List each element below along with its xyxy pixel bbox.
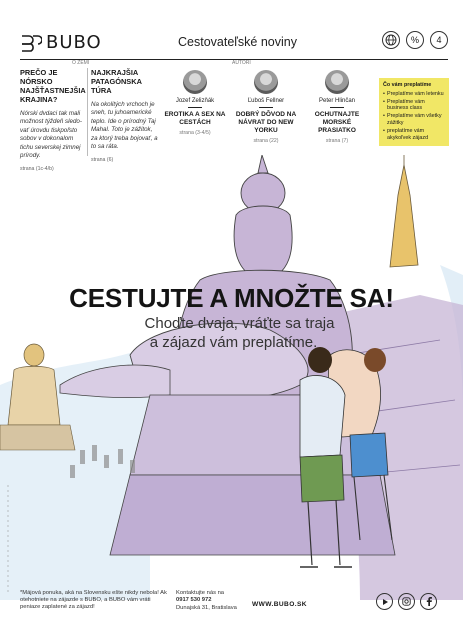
facebook-icon[interactable]: [420, 593, 437, 610]
footer-contact: [176, 590, 237, 612]
bubo-logo-icon: [20, 34, 42, 52]
contact-label: Kontaktujte nás na: [176, 590, 225, 596]
teaser-page: strana (1c-4/b): [20, 166, 54, 173]
author-article-title: OCHUTNAJTE MORSKÉ PRASIATKO: [314, 111, 360, 134]
teaser-body: Nórski dvdaci tak mali možnost týždeň sledo-vať úrovdu tiskpoľsto sobov v dokonalom tichu severskej zimnej prírody.: [20, 110, 82, 160]
promo-box[interactable]: [379, 78, 449, 146]
promo-item: • Preplatíme vám letenku: [383, 91, 445, 98]
author-page: strana (3-4/5): [179, 130, 211, 136]
teaser-article[interactable]: [91, 68, 159, 165]
footer-disclaimer: *Májová ponuka, aká na Slovensku ešte nikdy nebola! Ak otehotniete na zájazde s BUBO, a BUBO vám vráti peniaze zaplatené za zájazd!: [20, 590, 167, 611]
hero-headline: CESTUJTE A MNOŽTE SA!: [69, 283, 394, 313]
globe-icon[interactable]: [382, 31, 400, 49]
teaser-page: strana (6): [91, 157, 114, 164]
bubo-logo[interactable]: [20, 32, 102, 53]
author-page: strana (22): [253, 138, 279, 144]
author-teaser[interactable]: [163, 70, 227, 136]
author-divider: [330, 107, 344, 108]
teaser-title: NAJKRAJŠIA PATAGÓNSKA TÚRA: [91, 68, 142, 95]
website-link[interactable]: WWW.BUBO.SK: [252, 601, 307, 608]
teaser-title: PREČO JE NÓRSKO NAJŠŤASTNEJŠIA KRAJINA?: [20, 68, 86, 104]
promo-item: • Preplatíme vám všetky zážitky: [383, 113, 445, 127]
author-avatar: [254, 70, 278, 94]
hero-subline: Choďte dvaja, vráťte sa traja: [144, 315, 335, 332]
author-article-title: DOBRÝ DÔVOD NA NÁVRAT DO NEW YORKU: [235, 111, 297, 134]
publication-title: Cestovateľské noviny: [178, 35, 297, 49]
author-name: Peter Hlinčan: [318, 98, 356, 104]
instagram-icon[interactable]: [398, 593, 415, 610]
author-name: Ľuboš Fellner: [247, 98, 285, 104]
author-teaser[interactable]: [234, 70, 298, 144]
play-icon[interactable]: [376, 593, 393, 610]
author-article-title: EROTIKA A SEX NA CESTÁCH: [164, 111, 226, 126]
contact-address: Dunajská 31, Bratislava: [176, 604, 237, 611]
author-name: Jozef Zelizňák: [175, 98, 215, 104]
author-divider: [188, 107, 202, 108]
column-divider: [87, 68, 88, 156]
author-divider: [259, 107, 273, 108]
contact-phone[interactable]: 0917 530 972: [176, 597, 212, 604]
percent-icon[interactable]: %: [406, 31, 424, 49]
buddha-illustration: [0, 155, 463, 600]
promo-item: • preplatíme vám akykoľvek zájazd: [383, 128, 445, 142]
author-page: strana (7): [325, 138, 349, 144]
section-label-left: O ZEMI: [72, 60, 90, 66]
promo-title: Čo vám preplatíme: [383, 82, 432, 88]
hero-subline: a zájazd vám preplatíme.: [149, 334, 318, 351]
author-avatar: [183, 70, 207, 94]
brand-name: BUBO: [46, 32, 102, 53]
teaser-body: Na okolitých vrchoch je sneh, tu juhoamerické teplo. Ide o prírodný Taj Mahal. Toto je zážitok, za ktorý treba bojovať, a to sa ráta.: [91, 101, 158, 151]
promo-item: • Preplatíme vám business class: [383, 99, 445, 113]
masthead: [20, 26, 448, 58]
author-avatar: [325, 70, 349, 94]
section-label-right: AUTORI: [232, 60, 251, 66]
author-teaser[interactable]: [305, 70, 369, 144]
page-number: 4: [430, 31, 448, 49]
